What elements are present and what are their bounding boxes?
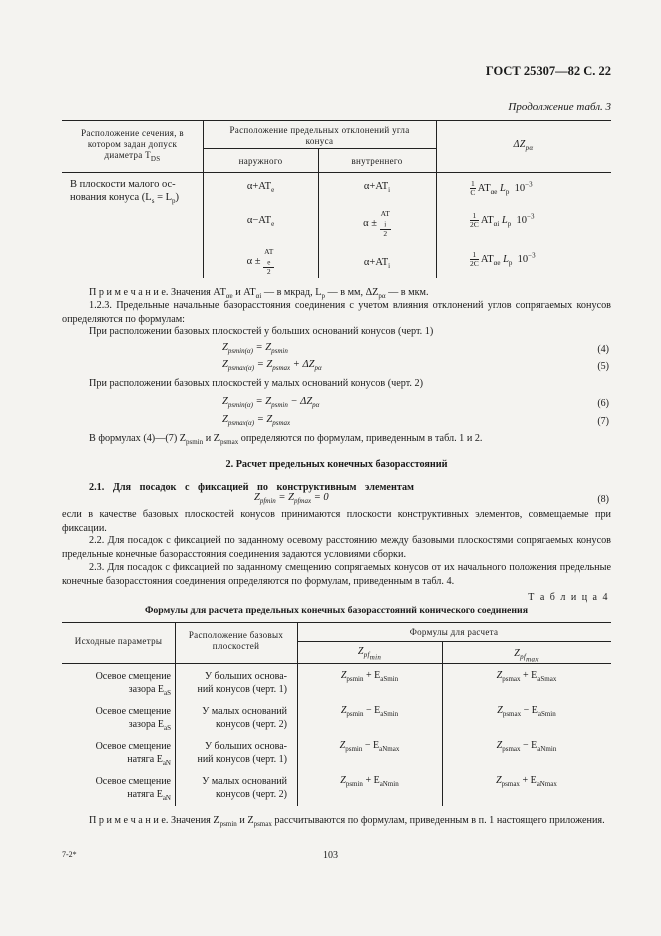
t3-r1-delta: $\frac{1}{C}$ $AT_{\alpha e}$ $L_p$ $10^{-3}$ xyxy=(470,179,533,197)
equation-4: $Z_{psmin(\alpha)} = Z_{psmin}$ xyxy=(222,342,288,356)
table4-header-zmax: $Z_{pf_{max}}$ xyxy=(514,648,539,664)
section-2-title: 2. Расчет предельных конечных базорасстояний xyxy=(225,459,448,470)
equation-8-number: (8) xyxy=(597,494,609,505)
equation-7-number: (7) xyxy=(597,416,609,427)
t4-r2-bases: У малых оснований конусов (черт. 2) xyxy=(202,706,287,730)
table3-row-label: В плоскости малого ос- нования конуса $(L_s = L_p)$ xyxy=(70,179,180,206)
t3-r2-outer: $\alpha-AT_e$ xyxy=(246,215,275,229)
t3-r2-inner: α ± AT $_i$ 2 xyxy=(363,209,390,238)
t4-r1-bases: У больших основа- ний конусов (черт. 1) xyxy=(197,671,287,695)
note-1: П р и м е ч а н и е. Значения $AT_{\alpha e}$ и $AT_{\alpha i}$ — в мкрад, $L_p$ — в мм, $\Delta Z_{p\alpha}$ — в мкм. xyxy=(89,287,429,301)
t4-r4-params: Осевое смещение натяга $E_{aN}$ xyxy=(95,776,171,802)
equation-4-number: (4) xyxy=(597,344,609,355)
t4-r2-params: Осевое смещение зазора $E_{aS}$ xyxy=(95,706,171,732)
table3-col2-outer: наружного xyxy=(238,156,283,166)
t4-r1-zmin: $Z_{psmin} + E_{aSmin}$ xyxy=(340,670,399,683)
t3-r3-inner: $\alpha+AT_i$ xyxy=(363,257,391,271)
equation-6-number: (6) xyxy=(597,398,609,409)
equation-5-number: (5) xyxy=(597,361,609,372)
paragraph-2-2: 2.2. Для посадок с фиксацией по заданному осевому расстоянию между базовыми плоскостями сопрягаемых конусов предельные конечные базорасстояния соединения задаются условиями сборки. xyxy=(62,535,611,560)
t3-r1-outer: $\alpha+AT_e$ xyxy=(246,181,275,195)
table3-col2-inner: внутреннего xyxy=(351,156,403,166)
t4-r2-zmin: $Z_{psmin} - E_{aSmin}$ xyxy=(340,705,399,718)
paragraph-2-1-cont: если в качестве базовых плоскостей конусов принимаются плоскости конструктивных элементов, совмещаемые при фиксации. xyxy=(62,509,611,534)
table3-top-rule xyxy=(62,120,611,121)
t4-r3-bases: У больших основа- ний конусов (черт. 1) xyxy=(197,741,287,765)
t4-r4-zmin: $Z_{psmin} + E_{aNmin}$ xyxy=(340,775,399,788)
t3-r3-outer: α ± AT $_e$ 2 xyxy=(246,247,274,276)
table4-top-rule xyxy=(62,622,611,623)
paragraph-small-bases: При расположении базовых плоскостей у малых оснований конусов (черт. 2) xyxy=(89,378,424,389)
t4-r3-zmax: $Z_{psmax} - E_{aNmin}$ xyxy=(496,740,557,753)
table4-header-params: Исходные параметры xyxy=(74,636,163,646)
table4-subheader-rule xyxy=(297,641,611,642)
t4-r1-params: Осевое смещение зазора $E_{aS}$ xyxy=(95,671,171,697)
table3-header-rule xyxy=(62,172,611,173)
t4-r4-bases: У малых оснований конусов (черт. 2) xyxy=(202,776,287,800)
table-4-title: Формулы для расчета предельных конечных базорасстояний конического соединения xyxy=(144,605,528,616)
table3-col2-header: Расположение предельных отклонений угла конуса xyxy=(229,125,410,146)
note-2: П р и м е ч а н и е. Значения $Z_{psmin}$ и $Z_{psmax}$ рассчитываются по формулам, приведенным в п. 1 настоящего приложения. xyxy=(89,815,605,829)
equation-7: $Z_{psmax(\alpha)} = Z_{psmax}$ xyxy=(222,414,291,428)
t4-r1-zmax: $Z_{psmax} + E_{aSmax}$ xyxy=(496,670,557,683)
t4-r4-zmax: $Z_{psmax} + E_{aNmax}$ xyxy=(496,775,557,788)
table4-header-bases: Расположение базовых плоскостей xyxy=(188,630,284,651)
table3-col3-header: $\Delta Z_{p\alpha}$ xyxy=(513,139,534,152)
paragraph-1-2-3: 1.2.3. Предельные начальные базорасстояния соединения с учетом влияния отклонений углов сопрягаемых конусов определяются по формулам: xyxy=(62,300,611,325)
t3-r2-delta: $\frac{1}{2C}$ $AT_{\alpha i}$ $L_p$ $10^{-3}$ xyxy=(470,211,535,229)
paragraph-formulas: В формулах (4)—(7) $Z_{psmin}$ и $Z_{psmax}$ определяются по формулам, приведенным в табл. 1 и 2. xyxy=(89,433,483,447)
t4-r2-zmax: $Z_{psmax} - E_{aSmin}$ xyxy=(497,705,556,718)
table-4-label: Т а б л и ц а 4 xyxy=(528,592,609,603)
footer-print-mark: 7-2* xyxy=(62,850,77,859)
paragraph-2-1: 2.1. Для посадок с фиксацией по конструктивным элементам xyxy=(89,482,414,493)
paragraph-2-3: 2.3. Для посадок с фиксацией по заданному смещению сопрягаемых конусов от их начального положения предельные конечные базорасстояния соединения определяются по формулам, приведенным в табл. 4. xyxy=(62,562,611,587)
t4-r3-zmin: $Z_{psmin} - E_{aNmax}$ xyxy=(339,740,400,753)
t4-r3-params: Осевое смещение натяга $E_{aN}$ xyxy=(95,741,171,767)
equation-6: $Z_{psmin(\alpha)} = Z_{psmin} - \Delta Z_{p\alpha}$ xyxy=(222,396,320,410)
t3-r3-delta: $\frac{1}{2C}$ $AT_{\alpha e}$ $L_p$ $10^{-3}$ xyxy=(470,250,536,268)
table-continuation-label: Продолжение табл. 3 xyxy=(508,101,611,113)
table4-header-zmin: $Z_{pf_{min}}$ xyxy=(357,646,382,662)
equation-8: $Z_{pfmin} = Z_{pfmax} = 0$ xyxy=(254,492,329,506)
page-number: 103 xyxy=(323,850,338,861)
equation-5: $Z_{psmax(\alpha)} = Z_{psmax} + \Delta Z_{p\alpha}$ xyxy=(222,359,322,373)
table3-subheader-rule xyxy=(203,148,436,149)
standard-header: ГОСТ 25307—82 С. 22 xyxy=(485,64,611,78)
table4-header-formulas: Формулы для расчета xyxy=(409,627,499,637)
table3-col1-header: Расположение сечения, в котором задан допуск диаметра $T_{DS}$ xyxy=(81,128,184,163)
t3-r1-inner: $\alpha+AT_i$ xyxy=(363,181,391,195)
paragraph-large-bases: При расположении базовых плоскостей у больших оснований конусов (черт. 1) xyxy=(89,326,434,337)
